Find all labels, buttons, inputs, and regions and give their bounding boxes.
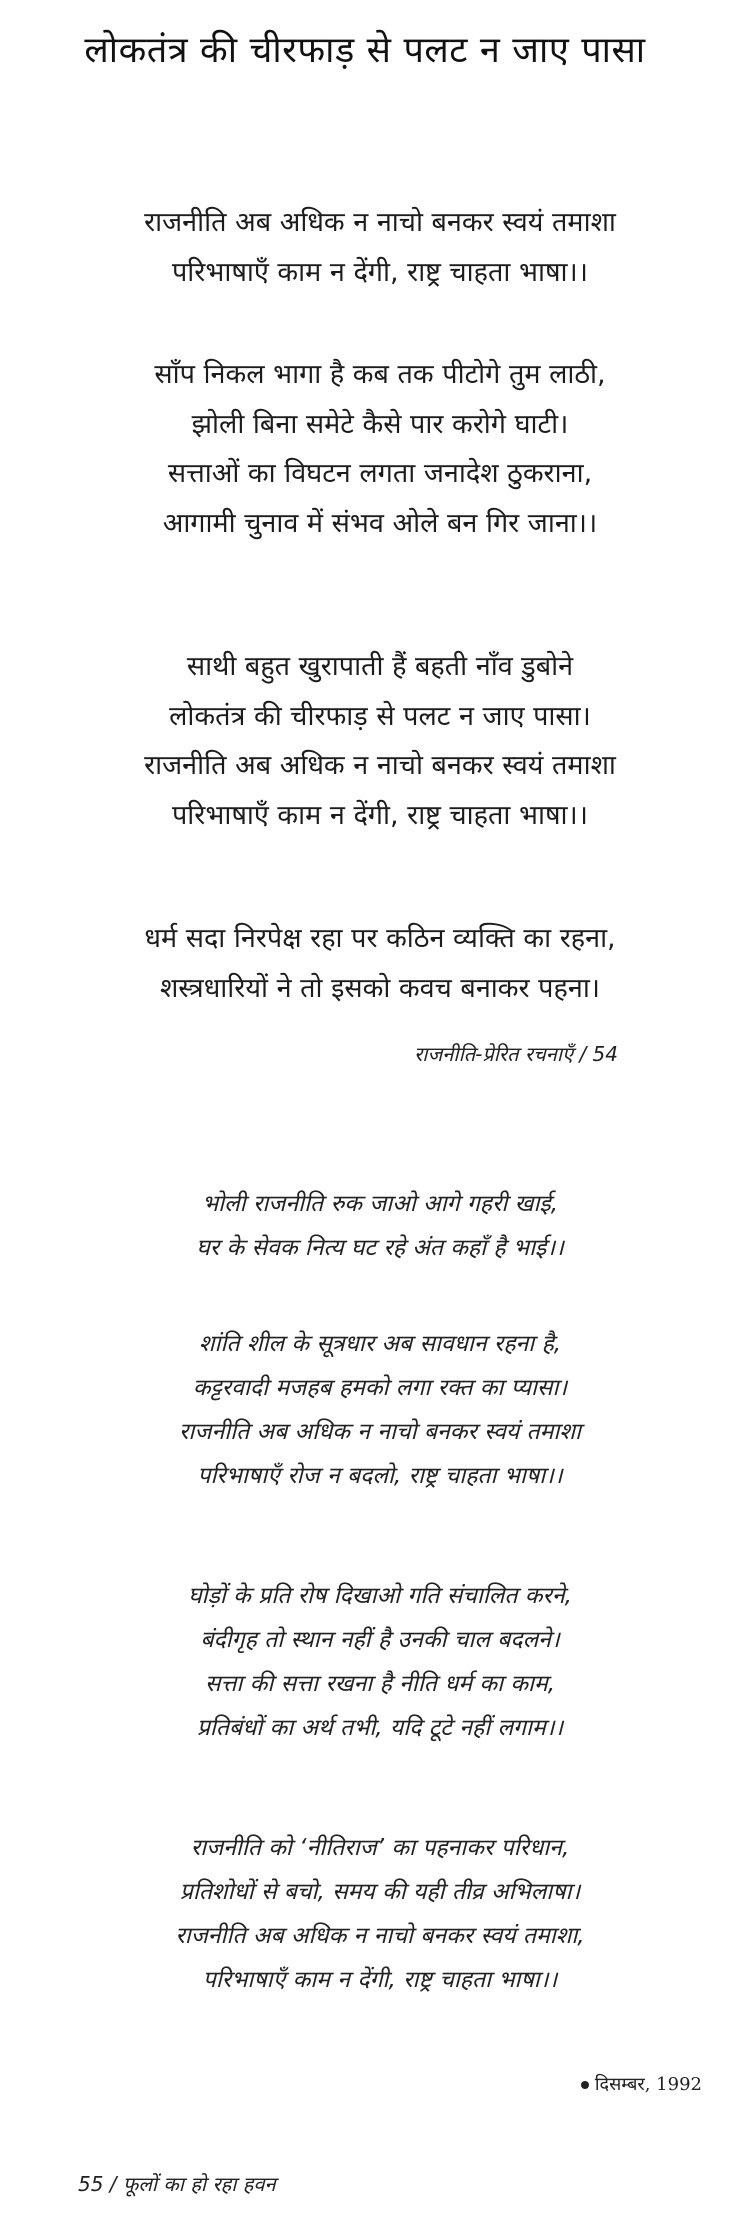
verse-line: राजनीति को ‘नीतिराज’ का पहनाकर परिधान, bbox=[190, 1835, 570, 1861]
verse-line: सत्ताओं का विघटन लगता जनादेश ठुकराना, bbox=[167, 458, 593, 489]
verse-line: प्रतिशोधों से बचो, समय की यही तीव्र अभिलाषा। bbox=[179, 1879, 581, 1905]
verse-line: परिभाषाएँ काम न देंगी, राष्ट्र चाहता भाषा।। bbox=[171, 799, 589, 831]
verse-line: शांति शील के सूत्रधार अब सावधान रहना है, bbox=[198, 1331, 562, 1357]
stanza-6 bbox=[60, 1322, 700, 1498]
page-footer-bottom: 55 / फूलों का हो रहा हवन bbox=[78, 2172, 276, 2196]
verse-line: राजनीति अब अधिक न नाचो बनकर स्वयं तमाशा bbox=[144, 750, 616, 781]
verse-line: परिभाषाएँ काम न देंगी, राष्ट्र चाहता भाषा।। bbox=[202, 1967, 558, 1993]
verse-line: राजनीति अब अधिक न नाचो बनकर स्वयं तमाशा, bbox=[175, 1923, 585, 1949]
verse-line: बंदीगृह तो स्थान नहीं है उनकी चाल बदलने। bbox=[200, 1627, 560, 1653]
verse-line: घोड़ों के प्रति रोष दिखाओ गति संचालित करने, bbox=[188, 1583, 572, 1609]
verse-line: लोकतंत्र की चीरफाड़ से पलट न जाए पासा। bbox=[169, 700, 591, 732]
verse-line: धर्म सदा निरपेक्ष रहा पर कठिन व्यक्ति का रहना, bbox=[144, 923, 616, 954]
stanza-8 bbox=[60, 1826, 700, 2002]
verse-line: घर के सेवक नित्य घट रहे अंत कहाँ है भाई।। bbox=[196, 1235, 564, 1261]
stanza-1 bbox=[60, 198, 700, 297]
verse-line: साथी बहुत खुरापाती हैं बहती नाँव डुबोने bbox=[186, 651, 574, 682]
poem-title: लोकतंत्र की चीरफाड़ से पलट न जाए पासा bbox=[84, 30, 646, 71]
page-footer-top: राजनीति-प्रेरित रचनाएँ / 54 bbox=[414, 1042, 618, 1066]
stanza-7 bbox=[60, 1574, 700, 1750]
verse-line: कट्टरवादी मजहब हमको लगा रक्त का प्यासा। bbox=[192, 1375, 568, 1401]
verse-line: प्रतिबंधों का अर्थ तभी, यदि टूटे नहीं लगाम।। bbox=[196, 1715, 564, 1741]
verse-line: परिभाषाएँ रोज न बदलो, राष्ट्र चाहता भाषा।। bbox=[197, 1463, 563, 1489]
verse-line: राजनीति अब अधिक न नाचो बनकर स्वयं तमाशा bbox=[144, 207, 616, 238]
stanza-2 bbox=[60, 350, 700, 548]
verse-line: शस्त्रधारियों ने तो इसको कवच बनाकर पहना। bbox=[159, 972, 601, 1004]
verse-line: साँप निकल भागा है कब तक पीटोगे तुम लाठी, bbox=[154, 359, 606, 390]
verse-line: राजनीति अब अधिक न नाचो बनकर स्वयं तमाशा bbox=[179, 1419, 581, 1445]
stanza-3 bbox=[60, 642, 700, 840]
verse-line: भोली राजनीति रुक जाओ आगे गहरी खाई, bbox=[201, 1191, 559, 1217]
date-text: दिसम्बर, 1992 bbox=[594, 2074, 702, 2095]
stanza-4 bbox=[60, 914, 700, 1013]
bullet-icon bbox=[581, 2081, 589, 2089]
verse-line: परिभाषाएँ काम न देंगी, राष्ट्र चाहता भाषा।। bbox=[171, 256, 589, 288]
verse-line: सत्ता की सत्ता रखना है नीति धर्म का काम, bbox=[204, 1671, 556, 1697]
composition-date bbox=[581, 2072, 702, 2096]
verse-line: आगामी चुनाव में संभव ओले बन गिर जाना।। bbox=[162, 507, 598, 539]
verse-line: झोली बिना समेटे कैसे पार करोगे घाटी। bbox=[191, 408, 569, 440]
stanza-5 bbox=[60, 1182, 700, 1270]
